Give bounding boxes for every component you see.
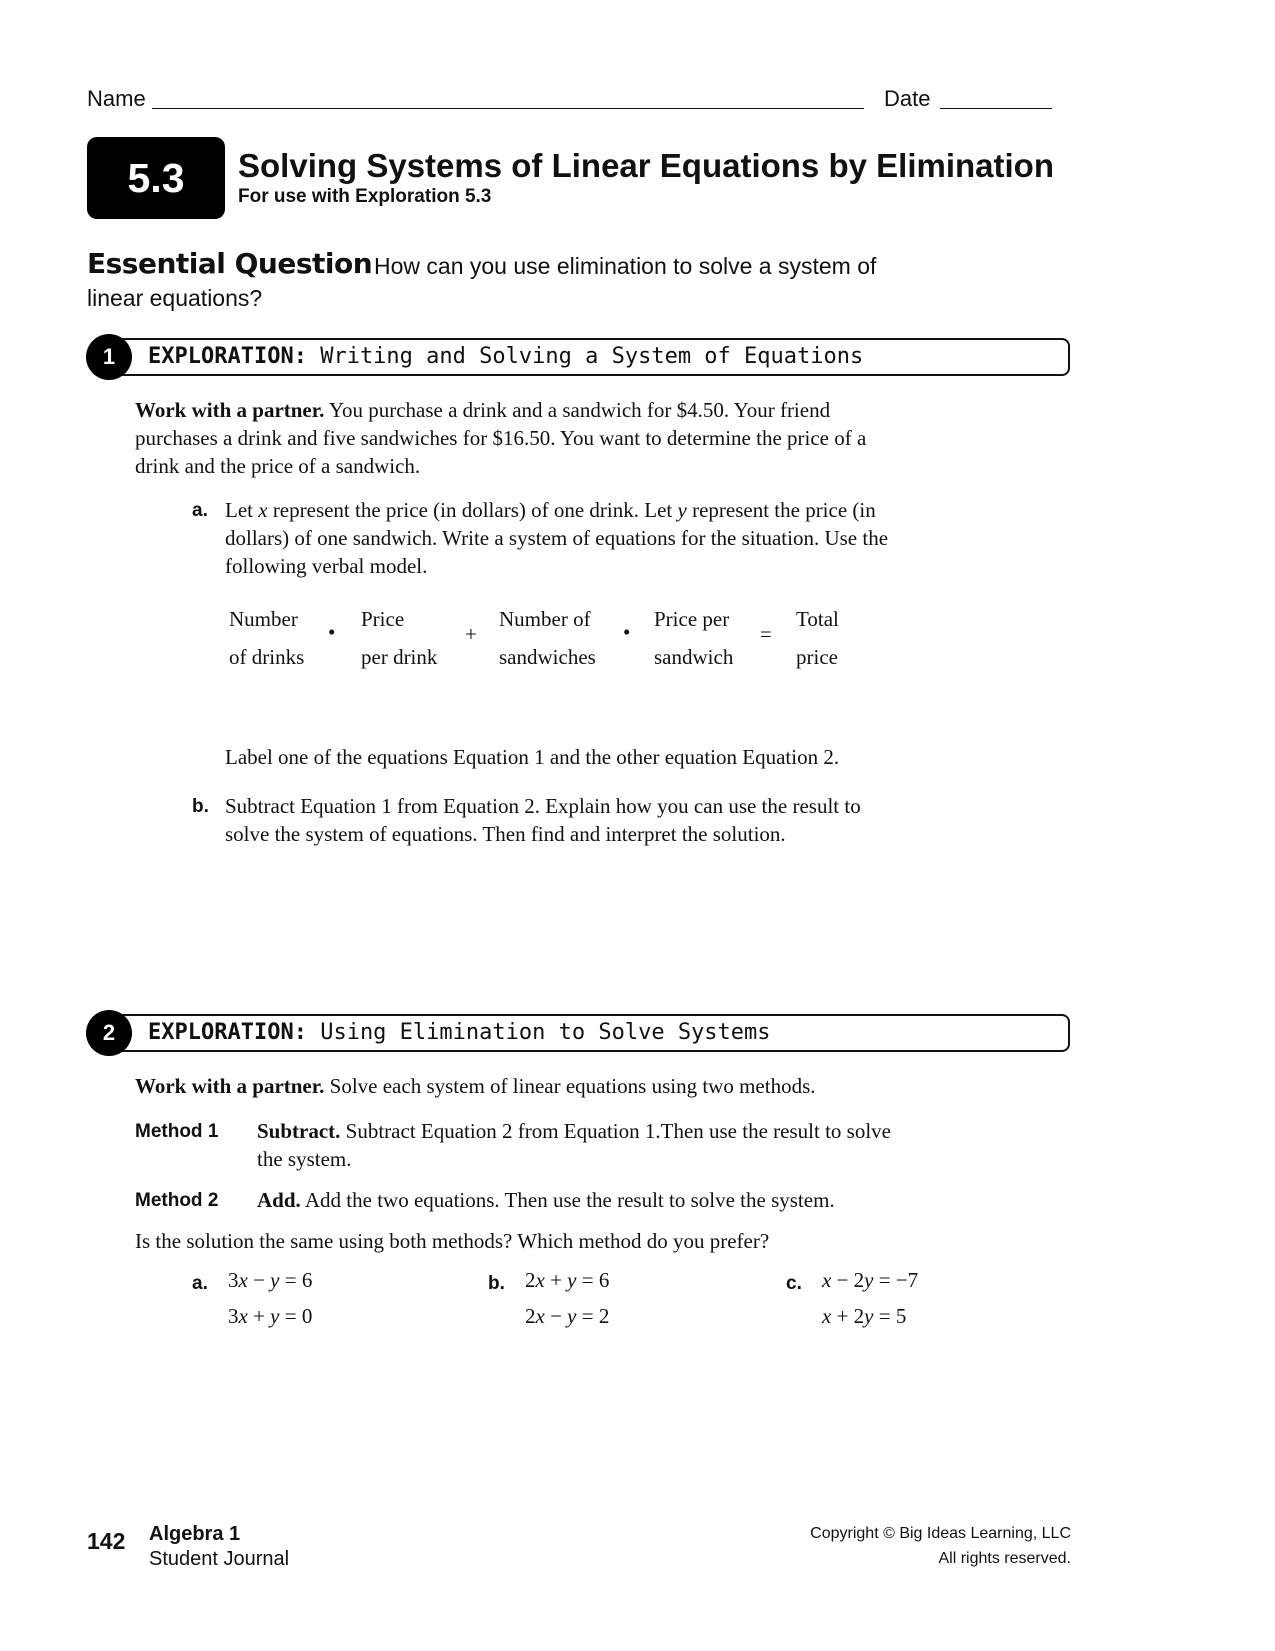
equals-sign: =	[760, 622, 772, 646]
page-number: 142	[87, 1528, 126, 1554]
exploration-1-label: EXPLORATION:	[148, 344, 307, 369]
var-x: x	[535, 1268, 545, 1292]
name-field-line[interactable]	[152, 108, 864, 109]
exploration-2-question: Is the solution the same using both methods? Which method do you prefer?	[135, 1229, 770, 1253]
part-b-label: b.	[192, 796, 209, 817]
part-a-label: a.	[192, 500, 208, 521]
lesson-subtitle: For use with Exploration 5.3	[238, 186, 492, 207]
var-x: x	[822, 1268, 832, 1292]
part-b-line2: solve the system of equations. Then find and interpret the solution.	[225, 822, 786, 846]
verbal-term-5-top: Total	[796, 607, 839, 631]
coef: 2	[525, 1304, 536, 1328]
var-x: x	[238, 1268, 248, 1292]
multiply-dot-1: •	[328, 620, 336, 644]
part-a-text3: represent the price (in	[686, 498, 876, 522]
method-1-bold: Subtract.	[257, 1119, 341, 1143]
op: −	[544, 1304, 568, 1328]
method-1-line2: the system.	[257, 1147, 352, 1171]
book-title: Algebra 1	[149, 1523, 241, 1545]
system-b-label: b.	[488, 1273, 505, 1294]
var-y: y	[567, 1304, 577, 1328]
copyright-notice: Copyright © Big Ideas Learning, LLC	[810, 1525, 1071, 1542]
essential-question-label: Essential Question	[87, 247, 373, 280]
exploration-2-heading	[148, 1020, 771, 1045]
verbal-model-term-total	[796, 600, 839, 676]
verbal-model-term-price-drink	[361, 600, 437, 676]
journal-title: Student Journal	[149, 1548, 290, 1570]
system-c-label: c.	[786, 1273, 802, 1294]
rhs: = 5	[873, 1304, 907, 1328]
var-y: y	[270, 1304, 280, 1328]
part-a-line1	[225, 496, 876, 525]
exploration-2-label: EXPLORATION:	[148, 1020, 307, 1045]
rhs: = 2	[576, 1304, 610, 1328]
rhs: = 6	[279, 1268, 313, 1292]
part-a-text2: represent the price (in dollars) of one drink. Let	[267, 498, 678, 522]
exploration-1-intro-bold: Work with a partner.	[135, 398, 325, 422]
part-a-text1: Let	[225, 498, 259, 522]
var-x: x	[535, 1304, 545, 1328]
method-1-line1	[257, 1117, 891, 1146]
verbal-term-3-top: Number of	[499, 607, 591, 631]
method-2-label: Method 2	[135, 1190, 219, 1211]
system-c-equation-1	[822, 1268, 918, 1293]
verbal-term-1-bottom: of drinks	[229, 645, 305, 669]
exploration-2-title: Using Elimination to Solve Systems	[320, 1020, 771, 1045]
exploration-1-intro-line3: drink and the price of a sandwich.	[135, 454, 421, 478]
system-a-equation-1	[228, 1268, 312, 1293]
multiply-dot-2: •	[623, 620, 631, 644]
exploration-1-title: Writing and Solving a System of Equations	[320, 344, 864, 369]
var-x: x	[238, 1304, 248, 1328]
verbal-term-1-top: Number	[229, 607, 298, 631]
part-a-line3: following verbal model.	[225, 554, 428, 578]
coef: 3	[228, 1268, 239, 1292]
rhs: = 0	[279, 1304, 313, 1328]
var-y: y	[270, 1268, 280, 1292]
verbal-term-5-bottom: price	[796, 645, 838, 669]
essential-question-text-line2: linear equations?	[87, 285, 263, 311]
verbal-model-term-sandwiches	[499, 600, 596, 676]
system-c-equation-2	[822, 1304, 906, 1329]
verbal-term-4-top: Price per	[654, 607, 730, 631]
verbal-model-term-price-sandwich	[654, 600, 733, 676]
var-y: y	[864, 1268, 874, 1292]
verbal-term-3-bottom: sandwiches	[499, 645, 596, 669]
system-b-equation-1	[525, 1268, 609, 1293]
date-field-line[interactable]	[940, 108, 1052, 109]
exploration-1-heading	[148, 344, 863, 369]
op: − 2	[831, 1268, 865, 1292]
exploration-1-intro-text1: You purchase a drink and a sandwich for $4.50. Your friend	[328, 398, 831, 422]
verbal-term-4-bottom: sandwich	[654, 645, 734, 669]
verbal-model-term-drinks	[229, 600, 304, 676]
var-x: x	[822, 1304, 832, 1328]
name-label: Name	[87, 86, 146, 111]
exploration-1-intro-line2: purchases a drink and five sandwiches for $16.50. You want to determine the price of a	[135, 426, 867, 450]
var-y: y	[677, 498, 687, 522]
var-y: y	[864, 1304, 874, 1328]
system-b-equation-2	[525, 1304, 609, 1329]
coef: 2	[525, 1268, 536, 1292]
op: +	[544, 1268, 568, 1292]
system-a-label: a.	[192, 1273, 208, 1294]
exploration-2-number: 2	[86, 1010, 132, 1056]
date-label: Date	[884, 86, 931, 111]
exploration-2-intro-text: Solve each system of linear equations using two methods.	[329, 1074, 816, 1098]
rhs: = −7	[873, 1268, 919, 1292]
label-equations-instruction: Label one of the equations Equation 1 and the other equation Equation 2.	[225, 745, 840, 769]
rhs: = 6	[576, 1268, 610, 1292]
var-x: x	[258, 498, 268, 522]
method-2-line	[257, 1186, 835, 1215]
exploration-2-intro	[135, 1072, 816, 1101]
op: +	[247, 1304, 271, 1328]
lesson-title: Solving Systems of Linear Equations by Elimination	[238, 147, 1054, 184]
essential-question-text-line1: How can you use elimination to solve a system of	[374, 253, 877, 279]
exploration-2-intro-bold: Work with a partner.	[135, 1074, 325, 1098]
method-2-text: Add the two equations. Then use the result to solve the system.	[304, 1188, 835, 1212]
method-1-label: Method 1	[135, 1121, 219, 1142]
system-a-equation-2	[228, 1304, 312, 1329]
var-y: y	[567, 1268, 577, 1292]
coef: 3	[228, 1304, 239, 1328]
rights-notice: All rights reserved.	[938, 1550, 1071, 1567]
verbal-term-2-bottom: per drink	[361, 645, 438, 669]
plus-sign: +	[465, 622, 477, 646]
exploration-1-number: 1	[86, 334, 132, 380]
verbal-term-2-top: Price	[361, 607, 405, 631]
exploration-1-intro-line1	[135, 396, 830, 425]
part-a-line2: dollars) of one sandwich. Write a system of equations for the situation. Use the	[225, 526, 889, 550]
op: + 2	[831, 1304, 865, 1328]
op: −	[247, 1268, 271, 1292]
part-b-line1: Subtract Equation 1 from Equation 2. Explain how you can use the result to	[225, 794, 861, 818]
method-2-bold: Add.	[257, 1188, 301, 1212]
lesson-number-badge: 5.3	[87, 137, 225, 219]
method-1-text: Subtract Equation 2 from Equation 1.Then use the result to solve	[345, 1119, 891, 1143]
